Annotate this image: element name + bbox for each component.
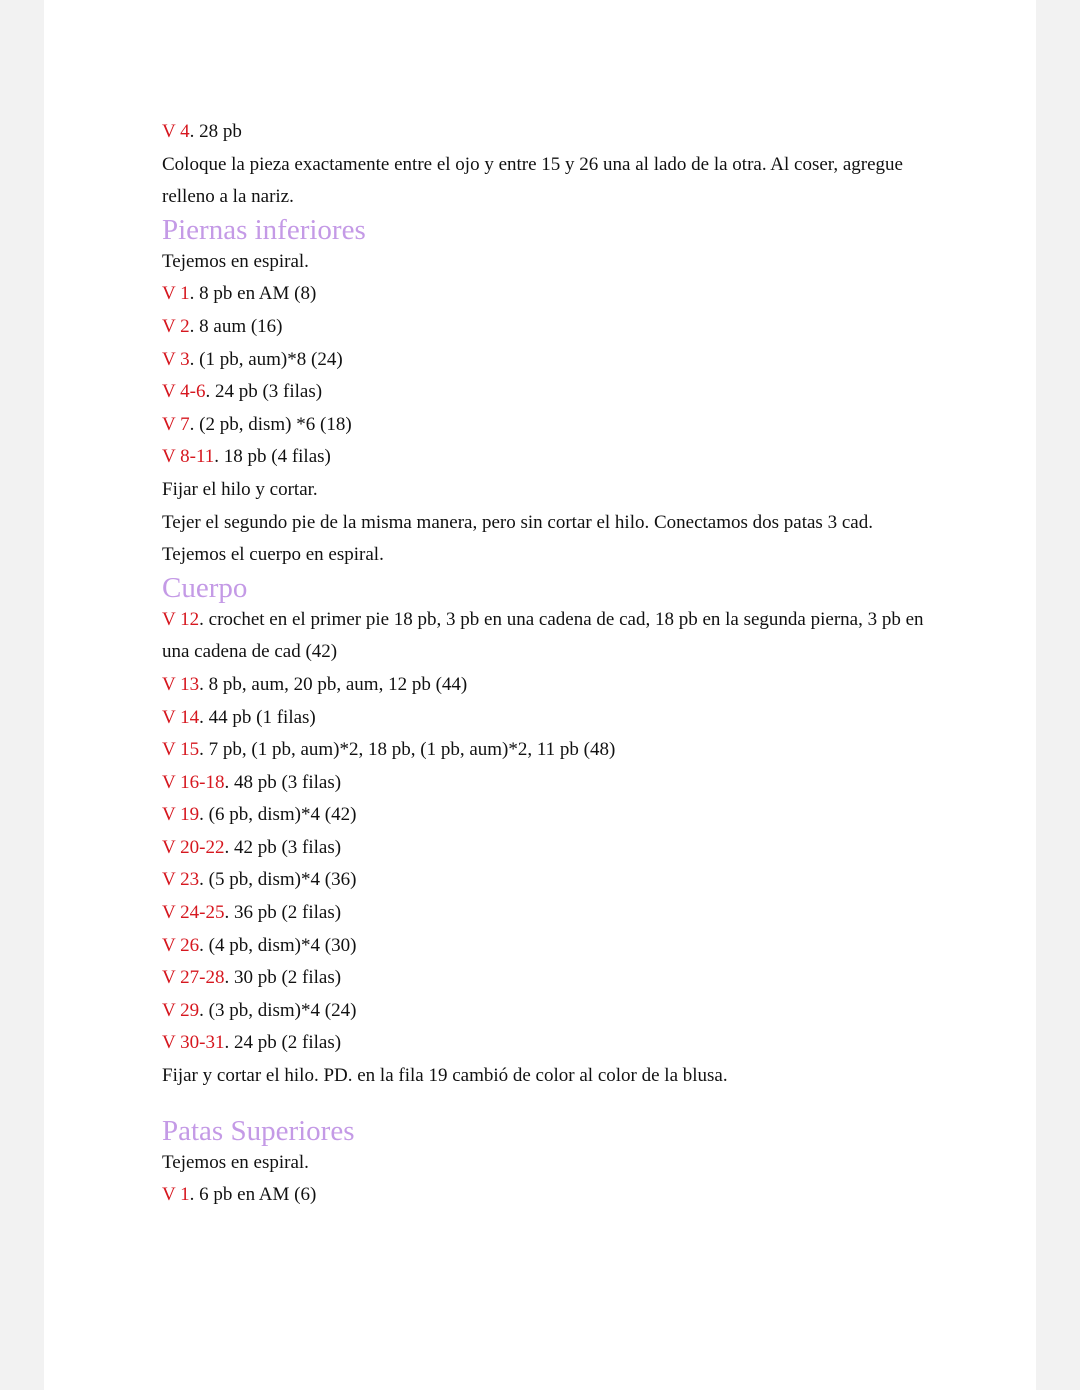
row-instruction [162, 409, 942, 442]
row-number: V 4 [162, 121, 190, 142]
row-instruction [162, 116, 942, 149]
row-number: V 2 [162, 315, 190, 337]
paragraph: Fijar el hilo y cortar. [162, 478, 318, 500]
row-instruction [162, 344, 942, 377]
row-text: . 6 pb en AM (6) [189, 1184, 317, 1206]
row-instruction [162, 376, 942, 409]
row-text: . 18 pb (4 filas) [214, 446, 331, 468]
row-number: V 15 [162, 739, 200, 761]
section-heading-arms: Patas Superiores [162, 1114, 355, 1147]
row-instruction [162, 799, 942, 832]
row-number: V 12 [162, 608, 200, 630]
row-text: . (2 pb, dism) *6 (18) [189, 413, 352, 435]
row-instruction [162, 278, 942, 311]
row-instruction [162, 962, 942, 995]
row-text: . 42 pb (3 filas) [224, 836, 342, 858]
row-number: V 30-31 [162, 1032, 225, 1054]
paragraph: Tejer el segundo pie de la misma manera, pero sin cortar el hilo. Conectamos dos patas 3 cad. [162, 511, 873, 533]
row-text: . (3 pb, dism)*4 (24) [199, 999, 357, 1021]
paragraph: Tejemos el cuerpo en espiral. [162, 544, 384, 566]
row-text: . 8 aum (16) [189, 315, 283, 337]
row-number: V 4-6 [162, 381, 206, 403]
row-text: . 8 pb, aum, 20 pb, aum, 12 pb (44) [199, 673, 468, 695]
row-number: V 7 [162, 413, 190, 435]
paragraph: Fijar y cortar el hilo. PD. en la fila 19 cambió de color al color de la blusa. [162, 1065, 728, 1087]
row-text: . (5 pb, dism)*4 (36) [199, 869, 357, 891]
row-text: . (6 pb, dism)*4 (42) [199, 804, 357, 826]
row-text: . 8 pb en AM (8) [189, 283, 317, 305]
row-instruction [162, 832, 942, 865]
row-number: V 26 [162, 934, 200, 956]
row-text: . 24 pb (3 filas) [205, 381, 323, 403]
row-instruction [162, 930, 942, 963]
row-instruction [162, 767, 942, 800]
row-text: . 24 pb (2 filas) [224, 1032, 342, 1054]
row-number: V 24-25 [162, 902, 225, 924]
row-text: . 44 pb (1 filas) [199, 706, 316, 728]
paragraph: Coloque la pieza exactamente entre el ojo y entre 15 y 26 una al lado de la otra. Al coser, agregue relleno a la nariz. [162, 153, 903, 208]
row-instruction [162, 1179, 942, 1212]
row-text: . 28 pb [189, 121, 242, 142]
row-instruction [162, 604, 942, 669]
row-text: . (4 pb, dism)*4 (30) [199, 934, 357, 956]
row-instruction [162, 864, 942, 897]
row-instruction [162, 669, 942, 702]
row-number: V 1 [162, 283, 190, 305]
spacer [162, 1093, 942, 1115]
row-instruction [162, 441, 942, 474]
row-instruction [162, 702, 942, 735]
row-number: V 8-11 [162, 446, 215, 468]
row-number: V 27-28 [162, 967, 225, 989]
document-content [162, 116, 942, 1212]
row-text: . 30 pb (2 filas) [224, 967, 342, 989]
row-number: V 1 [162, 1184, 190, 1206]
row-instruction [162, 311, 942, 344]
row-instruction [162, 734, 942, 767]
row-number: V 16-18 [162, 771, 225, 793]
row-number: V 20-22 [162, 836, 225, 858]
row-instruction [162, 1027, 942, 1060]
row-number: V 3 [162, 348, 190, 370]
row-number: V 29 [162, 999, 200, 1021]
row-instruction [162, 897, 942, 930]
row-text: . 7 pb, (1 pb, aum)*2, 18 pb, (1 pb, aum)*2, 11 pb (48) [199, 739, 616, 761]
row-text: . (1 pb, aum)*8 (24) [189, 348, 343, 370]
document-page [44, 0, 1036, 1390]
row-number: V 14 [162, 706, 200, 728]
paragraph: Tejemos en espiral. [162, 1151, 309, 1173]
row-text: . crochet en el primer pie 18 pb, 3 pb en una cadena de cad, 18 pb en la segunda pierna, 3 pb en una cadena de cad (42) [162, 608, 924, 663]
row-number: V 19 [162, 804, 200, 826]
row-text: . 48 pb (3 filas) [224, 771, 342, 793]
section-heading-legs: Piernas inferiores [162, 213, 366, 246]
section-heading-body: Cuerpo [162, 571, 248, 604]
row-text: . 36 pb (2 filas) [224, 902, 342, 924]
row-instruction [162, 995, 942, 1028]
row-number: V 23 [162, 869, 200, 891]
paragraph: Tejemos en espiral. [162, 250, 309, 272]
row-number: V 13 [162, 673, 200, 695]
